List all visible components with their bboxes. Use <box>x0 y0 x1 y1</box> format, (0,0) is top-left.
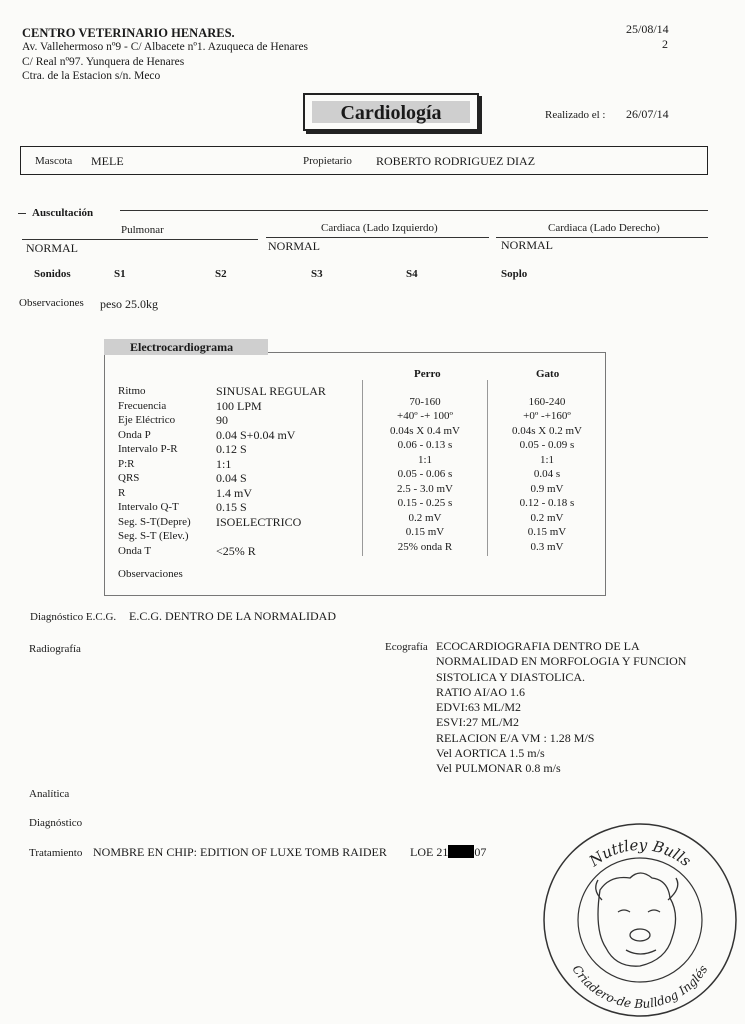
ecg-param: Seg. S-T(Depre) <box>118 515 191 528</box>
ecg-value: SINUSAL REGULAR <box>216 384 326 398</box>
ecg-diagnosis-value: E.C.G. DENTRO DE LA NORMALIDAD <box>129 609 336 623</box>
sound-s2: S2 <box>215 268 227 280</box>
stamp-top-text: Nuttley Bulls <box>585 835 695 871</box>
ecg-value-list <box>216 384 326 558</box>
ecg-param: QRS <box>118 472 140 484</box>
ecg-value: 0.15 S <box>216 500 247 514</box>
clinic-name: CENTRO VETERINARIO HENARES. <box>22 26 235 40</box>
pet-name: MELE <box>91 154 124 168</box>
ecg-param: P:R <box>118 457 135 470</box>
ecg-value: ISOELECTRICO <box>216 514 302 529</box>
owner-label: Propietario <box>303 155 352 167</box>
ecg-value: 1.4 mV <box>216 485 252 500</box>
cat-ref: 0.15 mV <box>527 526 567 538</box>
loe-prefix: LOE 21 <box>410 845 449 859</box>
ecg-value: 100 LPM <box>216 398 262 413</box>
sound-s3: S3 <box>311 268 323 280</box>
ecg-param-list <box>118 384 191 558</box>
bulldog-icon <box>596 873 678 966</box>
ecg-value: 0.12 S <box>216 442 247 456</box>
ecg-value: 0.04 S <box>216 471 247 485</box>
ecg-param: Eje Eléctrico <box>118 414 176 426</box>
dog-ref: 0.2 mV <box>408 511 442 524</box>
page-title: Cardiología <box>312 101 470 123</box>
ecg-diagnosis-label: Diagnóstico E.C.G. <box>30 611 117 623</box>
owner-name: ROBERTO RODRIGUEZ DIAZ <box>376 154 536 168</box>
report-date: 25/08/14 <box>626 22 669 36</box>
dog-ref: 25% onda R <box>397 540 453 553</box>
dog-ref: 0.06 - 0.13 s <box>397 439 453 451</box>
section-dash <box>18 213 26 214</box>
left-cardiac-label: Cardiaca (Lado Izquierdo) <box>321 222 438 234</box>
ecografia-line: SISTOLICA Y DIASTOLICA. <box>436 669 586 684</box>
cat-ref: +0º -+160º <box>523 410 571 422</box>
left-cardiac-rule <box>266 237 489 238</box>
dog-ref: 0.05 - 0.06 s <box>397 468 453 480</box>
cat-ref: 1:1 <box>539 453 555 466</box>
diagnostico-label: Diagnóstico <box>29 817 83 829</box>
right-cardiac-label: Cardiaca (Lado Derecho) <box>548 222 660 234</box>
pulmonar-rule <box>22 239 258 240</box>
ecg-title: Electrocardiograma <box>104 339 268 355</box>
stamp-bottom-text: Criadero-de Bulldog Inglés <box>569 962 711 1012</box>
ecografia-line: RATIO AI/AO 1.6 <box>436 684 525 699</box>
dog-ref: 70-160 <box>409 395 441 408</box>
ecg-observations-label: Observaciones <box>118 568 183 580</box>
dog-ref: 0.04s X 0.4 mV <box>390 424 460 437</box>
ecografia-label: Ecografía <box>385 641 428 653</box>
pet-label: Mascota <box>35 155 73 167</box>
ecg-param: Intervalo P-R <box>118 443 178 455</box>
ecg-cat-ref-list <box>492 380 602 554</box>
ecografia-line: NORMALIDAD EN MORFOLOGIA Y FUNCION <box>436 654 687 669</box>
cat-ref: 0.04 s <box>533 468 561 480</box>
cat-ref: 0.05 - 0.09 s <box>519 439 575 451</box>
auscultation-rule <box>120 210 708 211</box>
ecografia-line: Vel PULMONAR 0.8 m/s <box>436 761 561 776</box>
tratamiento-value: NOMBRE EN CHIP: EDITION OF LUXE TOMB RAIDER <box>93 845 387 859</box>
cat-ref: 0.9 mV <box>530 482 564 495</box>
ecg-param: Frecuencia <box>118 399 167 412</box>
observations-value: peso 25.0kg <box>100 297 158 311</box>
realizado-label: Realizado el : <box>545 109 606 121</box>
dog-ref: 0.15 mV <box>405 526 445 538</box>
ecg-col-dog: Perro <box>414 368 441 380</box>
ecg-dog-ref-list <box>368 380 482 554</box>
ecg-param: Seg. S-T (Elev.) <box>118 530 189 542</box>
cat-ref: 0.2 mV <box>530 511 564 524</box>
radiografia-label: Radiografía <box>29 643 81 655</box>
cat-ref: 0.3 mV <box>530 540 564 553</box>
sound-soplo: Soplo <box>501 268 528 280</box>
dog-ref: 1:1 <box>417 453 433 466</box>
left-cardiac-value: NORMAL <box>268 239 321 253</box>
title-box <box>303 93 479 131</box>
pulmonar-label: Pulmonar <box>121 224 164 236</box>
pulmonar-value: NORMAL <box>26 241 79 255</box>
auscultation-label: Auscultación <box>32 207 94 219</box>
ecg-value: 0.04 S+0.04 mV <box>216 427 296 442</box>
ecg-col-cat: Gato <box>536 368 560 380</box>
ecografia-text <box>436 639 686 777</box>
ecg-param: Ritmo <box>118 385 146 397</box>
clinic-address-2: C/ Real nº97. Yunquera de Henares <box>22 56 185 68</box>
right-cardiac-value: NORMAL <box>501 238 554 252</box>
ecg-param: R <box>118 486 126 499</box>
clinic-address-1: Av. Vallehermoso nº9 - C/ Albacete nº1. Azuqueca de Henares <box>22 41 309 53</box>
ecografia-line: Vel AORTICA 1.5 m/s <box>436 746 545 761</box>
loe-suffix: 07 <box>474 845 487 859</box>
ecg-divider-1 <box>362 380 363 556</box>
kennel-stamp <box>540 820 740 1020</box>
ecografia-line: ECOCARDIOGRAFIA DENTRO DE LA <box>436 639 640 653</box>
ecg-value: 90 <box>216 413 228 427</box>
cat-ref: 0.12 - 0.18 s <box>519 497 575 509</box>
ecg-param: Onda T <box>118 544 152 557</box>
ecg-value: 1:1 <box>216 456 232 471</box>
dog-ref: 0.15 - 0.25 s <box>397 497 453 509</box>
analitica-label: Analítica <box>29 788 70 800</box>
ecografia-line: ESVI:27 ML/M2 <box>436 715 520 730</box>
dog-ref: +40º -+ 100º <box>397 410 453 422</box>
sounds-label: Sonidos <box>34 268 71 280</box>
cat-ref: 160-240 <box>528 395 566 408</box>
observations-label: Observaciones <box>19 297 84 309</box>
ecg-value <box>216 529 326 544</box>
ecografia-line: EDVI:63 ML/M2 <box>436 700 521 715</box>
redaction-block <box>448 845 474 858</box>
tratamiento-label: Tratamiento <box>29 847 83 859</box>
ecg-value: <25% R <box>216 543 256 558</box>
cat-ref: 0.04s X 0.2 mV <box>512 424 582 437</box>
dog-ref <box>368 380 482 395</box>
dog-ref: 2.5 - 3.0 mV <box>397 482 453 495</box>
cat-ref <box>492 380 602 395</box>
ecg-param: Onda P <box>118 428 151 441</box>
ecg-divider-2 <box>487 380 488 556</box>
ecg-param: Intervalo Q-T <box>118 501 179 513</box>
loe-number <box>410 845 486 860</box>
page-number: 2 <box>662 37 668 51</box>
clinic-address-3: Ctra. de la Estacion s/n. Meco <box>22 70 161 82</box>
realizado-date: 26/07/14 <box>626 107 669 121</box>
ecografia-line: RELACION E/A VM : 1.28 M/S <box>436 730 595 745</box>
sound-s4: S4 <box>406 268 418 280</box>
sound-s1: S1 <box>114 268 126 280</box>
